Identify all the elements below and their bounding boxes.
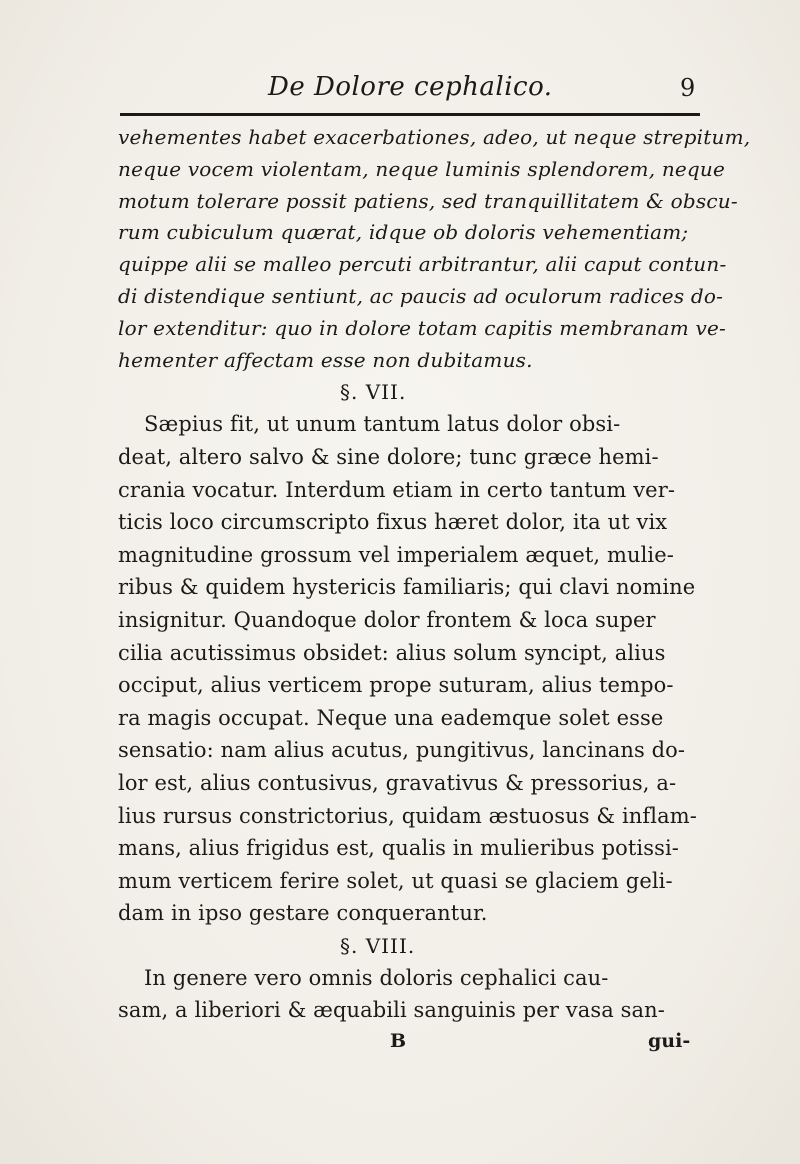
text-line: quippe alii se malleo percuti arbitrantur, alii caput contun- <box>118 252 727 277</box>
paragraph-vii <box>118 408 708 930</box>
text-line: ticis loco circumscripto fixus hæret dolor, ita ut vix <box>118 510 668 535</box>
signature-mark: B <box>390 1030 407 1053</box>
text-line: rum cubiculum quærat, idque ob doloris vehementiam; <box>118 220 689 245</box>
text-line: cilia acutissimus obsidet: alius solum syncipt, alius <box>118 640 666 665</box>
text-line: mans, alius frigidus est, qualis in mulieribus potissi- <box>118 836 679 861</box>
text-line: Sæpius fit, ut unum tantum latus dolor obsi- <box>144 412 621 437</box>
text-line: insignitur. Quandoque dolor frontem & loca super <box>118 607 656 632</box>
header-rule <box>120 113 700 116</box>
page-footer <box>118 1027 708 1055</box>
text-line: sam, a liberiori & æquabili sanguinis per vasa san- <box>118 998 665 1023</box>
paragraph-viii <box>118 962 708 1027</box>
text-line: ribus & quidem hystericis familiaris; qui clavi nomine <box>118 575 696 600</box>
text-line: motum tolerare possit patiens, sed tranquillitatem & obscu- <box>118 188 738 213</box>
text-line: sensatio: nam alius acutus, pungitivus, lancinans do- <box>118 738 686 763</box>
text-line: hementer affectam esse non dubitamus. <box>118 347 533 372</box>
body-text <box>118 122 751 1055</box>
text-line: In genere vero omnis doloris cephalici cau- <box>144 965 609 990</box>
running-title: De Dolore cephalico. <box>268 72 553 102</box>
section-heading-vii: §. VII. <box>340 380 407 405</box>
text-line: ra magis occupat. Neque una eademque solet esse <box>118 705 664 730</box>
text-line: neque vocem violentam, neque luminis splendorem, neque <box>118 156 726 181</box>
text-line: dam in ipso gestare conquerantur. <box>118 901 488 926</box>
text-line: mum verticem ferire solet, ut quasi se glaciem geli- <box>118 868 673 893</box>
text-line: di distendique sentiunt, ac paucis ad oculorum radices do- <box>118 283 724 308</box>
italic-paragraph <box>118 122 751 376</box>
text-line: occiput, alius verticem prope suturam, alius tempo- <box>118 673 674 698</box>
text-line: lor est, alius contusivus, gravativus & pressorius, a- <box>118 770 677 795</box>
section-heading-viii: §. VIII. <box>340 933 416 958</box>
text-line: magnitudine grossum vel imperialem æquet, mulie- <box>118 542 674 567</box>
text-line: lor extenditur: quo in dolore totam capitis membranam ve- <box>118 315 726 340</box>
text-line: vehementes habet exacerbationes, adeo, ut neque strepitum, <box>118 125 751 149</box>
page-header <box>0 72 800 112</box>
text-line: crania vocatur. Interdum etiam in certo tantum ver- <box>118 477 676 502</box>
catchword: gui- <box>648 1030 691 1053</box>
page-number: 9 <box>680 74 696 102</box>
text-line: deat, altero salvo & sine dolore; tunc græce hemi- <box>118 444 659 469</box>
text-line: lius rursus constrictorius, quidam æstuosus & inflam- <box>118 803 697 828</box>
